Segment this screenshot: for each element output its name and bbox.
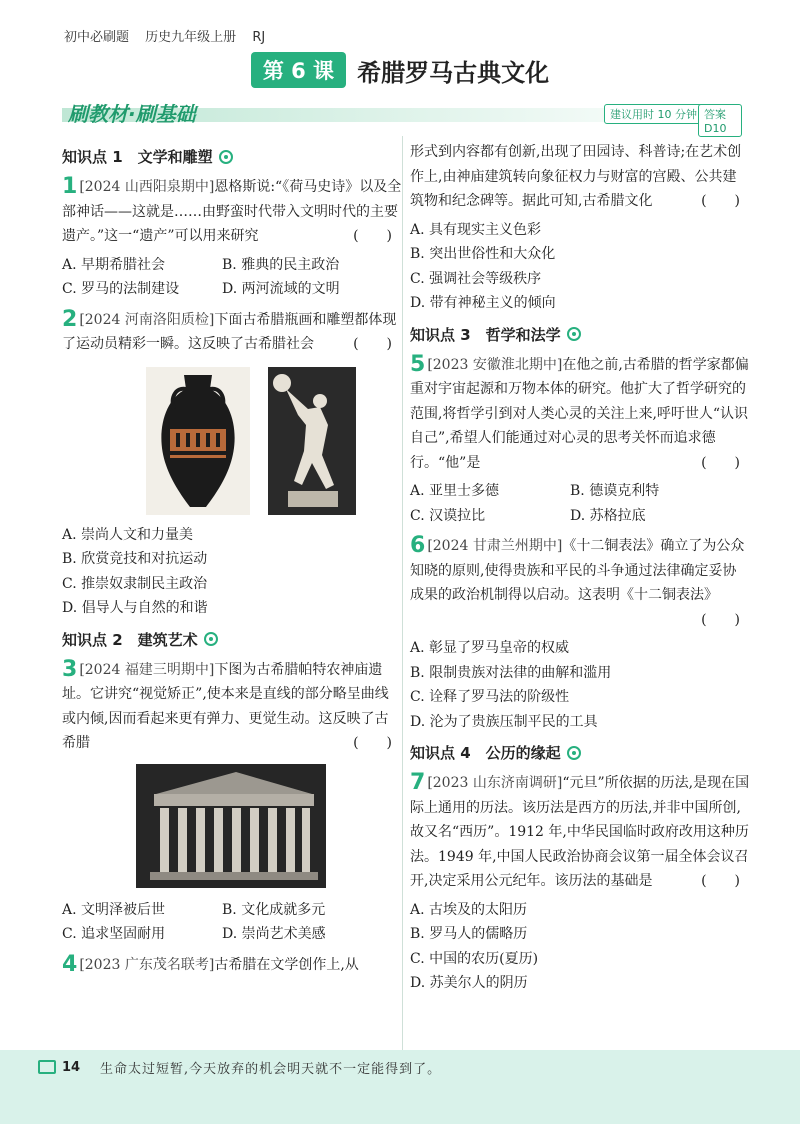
- question-5: [410, 353, 750, 476]
- parthenon-image: [136, 764, 402, 892]
- kp-title: 知识点 2 建筑艺术: [62, 630, 198, 649]
- section-banner: [62, 98, 742, 135]
- kp-title: 知识点 1 文学和雕塑: [62, 148, 213, 166]
- question-number: 6: [410, 533, 426, 558]
- page-number: 14: [62, 1060, 81, 1075]
- option-a: A. 古埃及的太阳历: [410, 901, 528, 918]
- greek-vase-image: [146, 367, 250, 515]
- option-c: C. 诠释了罗马法的阶级性: [410, 689, 570, 705]
- target-icon: [567, 327, 581, 341]
- knowledge-point-2: [62, 629, 402, 650]
- answer-chip: 答案 D10: [698, 104, 742, 137]
- option-c: C. 强调社会等级秩序: [410, 270, 542, 287]
- statue-illustration: [268, 367, 356, 515]
- answer-blank: ( ): [353, 735, 392, 751]
- question-source: [2024 甘肃兰州期中]: [427, 538, 563, 554]
- right-column: [410, 140, 750, 996]
- discobolus-statue-image: [268, 367, 356, 515]
- option-c: C. 推崇奴隶制民主政治: [62, 575, 208, 592]
- knowledge-point-3: [410, 324, 750, 345]
- target-icon: [219, 150, 233, 164]
- column-divider: [402, 136, 403, 1050]
- option-c: C. 汉谟拉比: [410, 507, 486, 524]
- option-d: D. 崇尚艺术美感: [222, 926, 326, 942]
- option-a: A. 彰显了罗马皇帝的权威: [410, 640, 570, 656]
- option-b: B. 罗马人的儒略历: [410, 926, 528, 942]
- knowledge-point-1: [62, 146, 402, 167]
- question-source: [2023 山东济南调研]: [427, 775, 563, 791]
- option-a: A. 具有现实主义色彩: [410, 221, 542, 238]
- option-b: B. 雅典的民主政治: [222, 256, 340, 273]
- question-stem: 下面古希腊瓶画和雕塑都体现了运动员精彩一瞬。这反映了古希腊社会: [62, 311, 397, 352]
- question-4: [62, 953, 402, 978]
- question-source: [2024 河南洛阳质检]: [79, 311, 215, 328]
- question-stem: 下图为古希腊帕特农神庙遗址。它讲究“视觉矫正”,使本来是直线的部分略呈曲线或内倾,因而看起来更有弹力、更觉生动。这反映了古希腊: [62, 661, 389, 751]
- banner-label: 刷教材·刷基础: [68, 102, 196, 126]
- kp-title: 知识点 3 哲学和法学: [410, 325, 561, 344]
- time-chip: 建议用时 10 分钟: [604, 104, 703, 124]
- series-name: 初中必刷题: [64, 30, 130, 45]
- target-icon: [204, 632, 218, 646]
- option-a: A. 崇尚人文和力量美: [62, 526, 194, 543]
- question-stem-start: 古希腊在文学创作上,从: [214, 956, 359, 973]
- option-row: [62, 253, 402, 278]
- answer-blank: ( ): [701, 193, 740, 209]
- option-d: D. 苏格拉底: [570, 507, 646, 524]
- question-source: [2024 福建三明期中]: [79, 661, 215, 678]
- question-stem: 在他之前,古希腊的哲学家都偏重对宇宙起源和万物本体的研究。他扩大了哲学研究的范围,将哲学引到对人类心灵的关注上来,呼吁世人“认识自己”,希望人们能通过对心灵的思考关怀而追求德行。“他”是: [410, 356, 749, 471]
- option-d: D. 带有神秘主义的倾向: [410, 295, 556, 311]
- vase-illustration: [146, 367, 250, 515]
- target-icon: [567, 746, 581, 760]
- footer-quote: 生命太过短暂,今天放弃的机会明天就不一定能得到了。: [100, 1062, 442, 1077]
- answer-blank: ( ): [701, 873, 740, 889]
- question-number: 3: [62, 656, 78, 682]
- option-d: D. 沦为了贵族压制平民的工具: [410, 713, 598, 730]
- question-6: [410, 534, 750, 632]
- book-icon: [38, 1060, 56, 1074]
- option-b: B. 德谟克利特: [570, 483, 660, 499]
- option-c: C. 罗马的法制建设: [62, 281, 180, 297]
- option-row: [62, 922, 402, 947]
- question-7: [410, 771, 750, 894]
- question-number: 7: [410, 770, 426, 795]
- option-a: A. 早期希腊社会: [62, 256, 166, 273]
- question-stem: 《十二铜表法》确立了为公众知晓的原则,使得贵族和平民的斗争通过法律确定妥协成果的政治机制得以启动。这表明《十二铜表法》: [410, 538, 745, 603]
- option-d: D. 两河流域的文明: [222, 281, 340, 297]
- option-c: C. 追求坚固耐用: [62, 926, 166, 942]
- question-source: [2024 山西阳泉期中]: [79, 179, 215, 195]
- question-number: 4: [62, 951, 78, 977]
- lesson-name: 希腊罗马古典文化: [357, 57, 550, 87]
- subject-name: 历史九年级上册: [145, 30, 237, 45]
- question-source: [2023 安徽淮北期中]: [427, 356, 563, 373]
- question-1: [62, 175, 402, 249]
- question-stem: “元旦”所依据的历法,是现在国际上通用的历法。该历法是西方的历法,并非中国所创,故又名“西历”。1912 年,中华民国临时政府改用这种历法。1949 年,中国人民政治协商会议第一届全体会议召开,决定采用公元纪年。该历法的基础是: [410, 775, 750, 889]
- answer-blank: ( ): [701, 611, 740, 628]
- option-row: [62, 898, 402, 923]
- question-number: 2: [62, 306, 78, 332]
- question-stem: 恩格斯说:“《荷马史诗》以及全部神话——这就是……由野蛮时代带入文明时代的主要遗产。”这一“遗产”可以用来研究: [62, 179, 402, 244]
- question-source: [2023 广东茂名联考]: [79, 956, 215, 973]
- option-row: [62, 277, 402, 302]
- question-stem-continued: 形式到内容都有创新,出现了田园诗、科普诗;在艺术创作上,由神庙建筑转向象征权力与财富的宫殿、公共建筑物和纪念碑等。据此可知,古希腊文化: [410, 144, 742, 209]
- option-b: B. 突出世俗性和大众化: [410, 246, 556, 262]
- page-footer: [0, 1050, 800, 1124]
- option-c: C. 中国的农历(夏历): [410, 950, 539, 967]
- question-4-continued: [410, 140, 750, 214]
- lesson-badge: 第 6 课: [251, 52, 346, 88]
- option-a: A. 亚里士多德: [410, 483, 500, 499]
- answer-blank: ( ): [353, 228, 392, 244]
- option-b: B. 欣赏竞技和对抗运动: [62, 551, 208, 567]
- option-d: D. 倡导人与自然的和谐: [62, 600, 208, 616]
- option-b: B. 限制贵族对法律的曲解和滥用: [410, 664, 612, 681]
- question-number: 5: [410, 351, 426, 377]
- option-row: [410, 479, 750, 504]
- answer-blank: ( ): [701, 454, 740, 471]
- option-a: A. 文明泽被后世: [62, 901, 166, 918]
- option-b: B. 文化成就多元: [222, 901, 326, 918]
- left-column: [62, 142, 402, 981]
- running-header: [64, 26, 277, 45]
- answer-blank: ( ): [353, 336, 392, 352]
- option-d: D. 苏美尔人的阴历: [410, 975, 528, 991]
- edition-code: RJ: [252, 30, 266, 45]
- kp-title: 知识点 4 公历的缘起: [410, 744, 561, 762]
- question-2: [62, 308, 402, 357]
- question-2-images: [146, 367, 402, 515]
- knowledge-point-4: [410, 742, 750, 763]
- parthenon-illustration: [136, 764, 326, 888]
- question-number: 1: [62, 174, 78, 199]
- question-3: [62, 658, 402, 756]
- option-row: [410, 504, 750, 529]
- lesson-title: [0, 52, 800, 88]
